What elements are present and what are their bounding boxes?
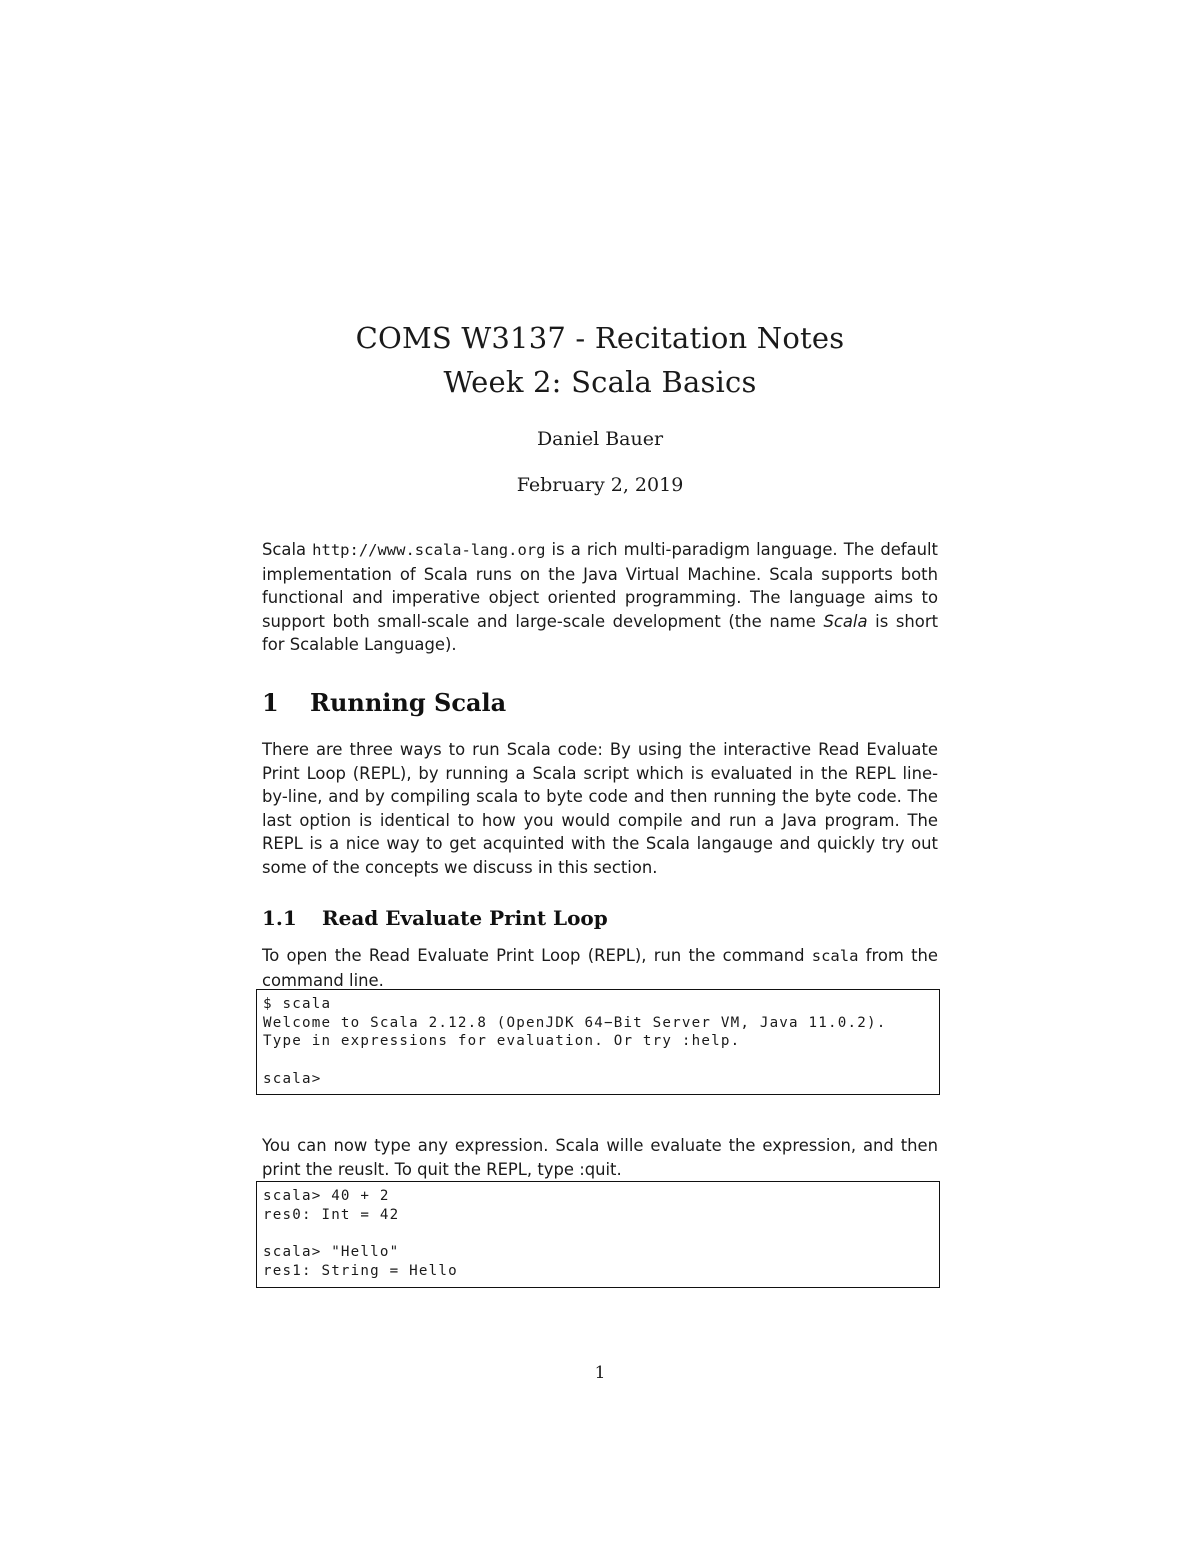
code-line: Welcome to Scala 2.12.8 (OpenJDK 64−Bit Server VM, Java 11.0.2). — [263, 1014, 887, 1031]
document-title — [0, 316, 1200, 404]
subsection-heading-repl — [262, 905, 608, 931]
code-line: res1: String = Hello — [263, 1262, 458, 1279]
intro-middle: is a rich multi-paradigm language. The default implementation of Scala runs on the Java Virtual Machine. Scala supports both functional and imperative object oriented programming. The language aims to support both small-scale and large-scale development (the name — [262, 540, 938, 631]
section-title: Running Scala — [310, 688, 507, 717]
title-line-2: Week 2: Scala Basics — [443, 365, 757, 399]
intro-emphasis: Scala — [823, 611, 868, 631]
code-block-repl-start — [256, 989, 940, 1095]
code-line: scala> "Hello" — [263, 1244, 400, 1261]
subsection-number: 1.1 — [262, 906, 297, 930]
intro-prefix: Scala — [262, 540, 313, 559]
code-line: scala> — [263, 1070, 322, 1087]
quit-command: :quit — [579, 1159, 617, 1179]
document-date: February 2, 2019 — [516, 474, 684, 496]
code-line: res0: Int = 42 — [263, 1206, 400, 1223]
section-number: 1 — [262, 688, 279, 717]
repl-intro-paragraph — [262, 944, 938, 992]
page-number: 1 — [594, 1363, 606, 1383]
code-line: $ scala — [263, 996, 332, 1012]
title-line-1: COMS W3137 - Recitation Notes — [355, 321, 845, 355]
repl-usage-suffix: . — [616, 1159, 622, 1179]
repl-intro-prefix: To open the Read Evaluate Print Loop (REPL), run the command — [262, 946, 812, 965]
code-line — [263, 1051, 933, 1070]
repl-intro-suffix: from the command line. — [262, 946, 938, 990]
code-block-repl-examples — [256, 1181, 940, 1288]
scala-url: http://www.scala-lang.org — [312, 541, 546, 559]
author-name: Daniel Bauer — [536, 428, 664, 450]
intro-paragraph — [262, 538, 938, 657]
running-scala-paragraph: There are three ways to run Scala code: By using the interactive Read Evaluate Print Loop (REPL), by running a Scala script which is evaluated in the REPL line-by-line, and by compiling scala to byte code and then running the byte code. The last option is identical to how you would compile and run a Java program. The REPL is a nice way to get acquinted with the Scala langauge and quickly try out some of the concepts we discuss in this section. — [262, 740, 938, 877]
code-line — [263, 1224, 933, 1243]
repl-usage-paragraph — [262, 1134, 938, 1181]
code-line: Type in expressions for evaluation. Or try :help. — [263, 1033, 741, 1050]
repl-command: scala — [811, 947, 859, 965]
subsection-title: Read Evaluate Print Loop — [322, 906, 608, 930]
repl-usage-prefix: You can now type any expression. Scala wille evaluate the expression, and then print the reuslt. To quit the REPL, type — [262, 1136, 938, 1179]
intro-suffix: is short for Scalable Language). — [262, 611, 938, 655]
code-line: scala> 40 + 2 — [263, 1188, 390, 1204]
section-heading-running-scala — [262, 688, 506, 718]
